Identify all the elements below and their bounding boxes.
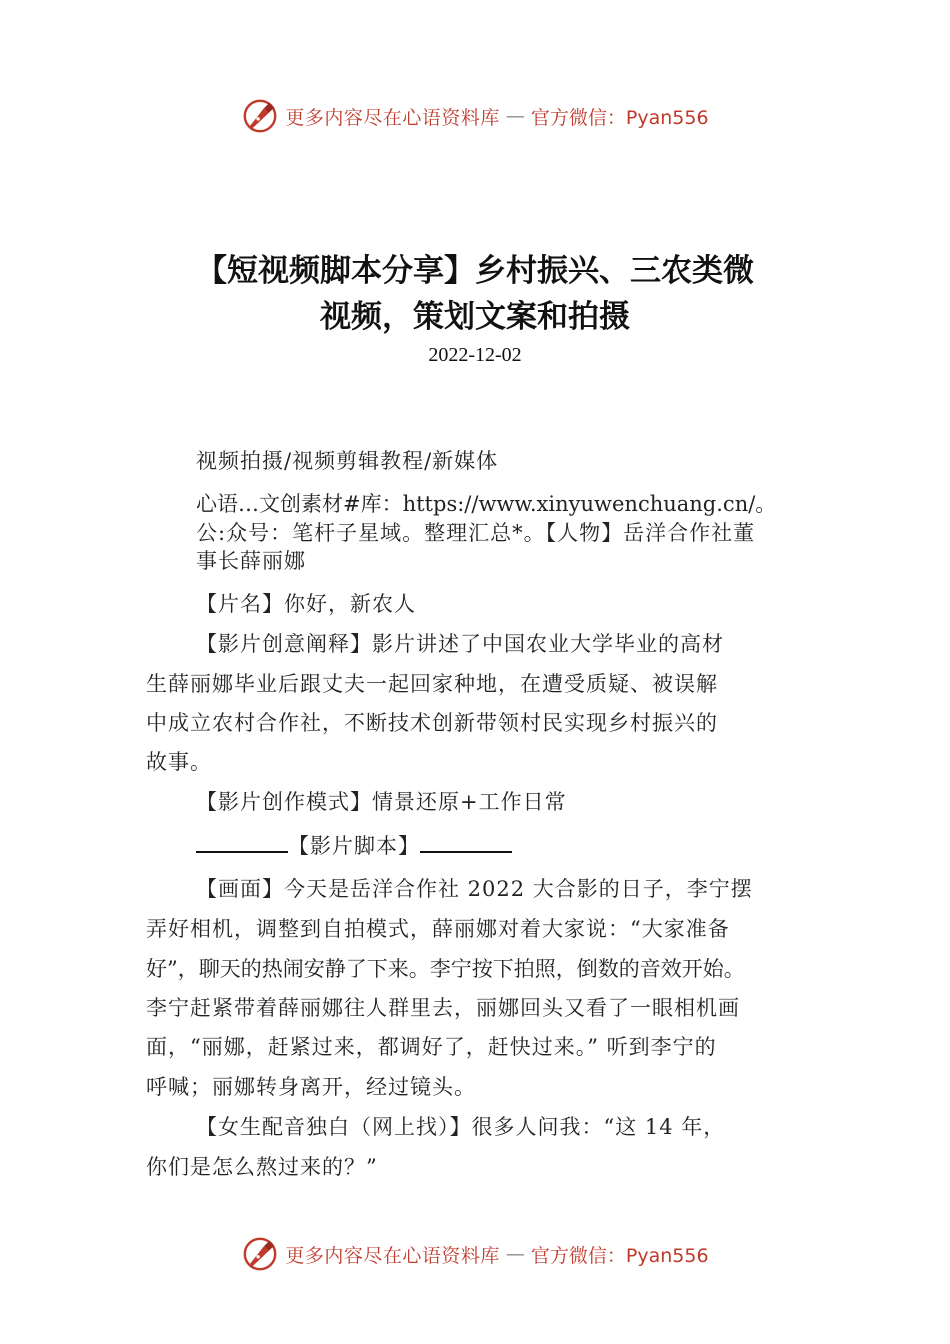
publish-date: 2022-12-02: [428, 344, 522, 366]
script-heading: [196, 830, 512, 860]
heading-rule-right: [420, 841, 512, 853]
banner-wechat-text: 官方微信：Pyan556: [530, 106, 709, 129]
creative-line-2: 生薛丽娜毕业后跟丈夫一起回家种地，在遭受质疑、被误解: [146, 672, 718, 696]
footer-banner: [0, 1232, 950, 1276]
creative-line-4: 故事。: [146, 750, 212, 774]
film-name: 【片名】你好，新农人: [196, 592, 416, 616]
heading-rule-left: [196, 841, 288, 853]
source-line-1: 心语…文创素材#库：https://www.xinyuwenchuang.cn/。: [196, 492, 777, 516]
source-line-3: 事长薛丽娜: [196, 549, 306, 573]
source-line-2: 公:众号：笔杆子星域。整理汇总*。【人物】岳洋合作社董: [196, 521, 756, 545]
creative-line-3: 中成立农村合作社，不断技术创新带领村民实现乡村振兴的: [146, 711, 718, 735]
banner-main-text: 更多内容尽在心语资料库: [285, 106, 500, 129]
footer-main-text: 更多内容尽在心语资料库: [285, 1244, 500, 1267]
title-line-2: 视频，策划文案和拍摄: [320, 299, 630, 335]
scene-line-1: 【画面】今天是岳洋合作社 2022 大合影的日子，李宁摆: [196, 877, 753, 901]
voice-line-1: 【女生配音独白（网上找）】很多人问我：“这 14 年，: [196, 1115, 726, 1139]
script-heading-text: 【影片脚本】: [288, 834, 420, 858]
title-line-1: 【短视频脚本分享】乡村振兴、三农类微: [196, 253, 754, 289]
tags-line: 视频拍摄/视频剪辑教程/新媒体: [196, 449, 499, 473]
pen-nib-logo-icon: [241, 1235, 279, 1273]
pen-nib-logo-icon: [241, 97, 279, 135]
banner-separator: —: [505, 105, 525, 127]
footer-separator: —: [505, 1243, 525, 1265]
header-banner: [0, 94, 950, 138]
scene-line-3: 好”，聊天的热闹安静了下来。李宁按下拍照，倒数的音效开始。: [146, 957, 745, 981]
creation-mode: 【影片创作模式】情景还原+工作日常: [196, 790, 567, 814]
creative-line-1: 【影片创意阐释】影片讲述了中国农业大学毕业的高材: [196, 632, 724, 656]
voice-line-2: 你们是怎么熬过来的？”: [146, 1155, 378, 1179]
scene-line-2: 弄好相机，调整到自拍模式，薛丽娜对着大家说：“大家准备: [146, 917, 730, 941]
scene-line-6: 呼喊；丽娜转身离开，经过镜头。: [146, 1075, 476, 1099]
scene-line-5: 面，“丽娜，赶紧过来，都调好了，赶快过来。” 听到李宁的: [146, 1035, 717, 1059]
scene-line-4: 李宁赶紧带着薛丽娜往人群里去，丽娜回头又看了一眼相机画: [146, 996, 740, 1020]
document-title: [100, 248, 850, 340]
footer-wechat-text: 官方微信：Pyan556: [530, 1244, 709, 1267]
